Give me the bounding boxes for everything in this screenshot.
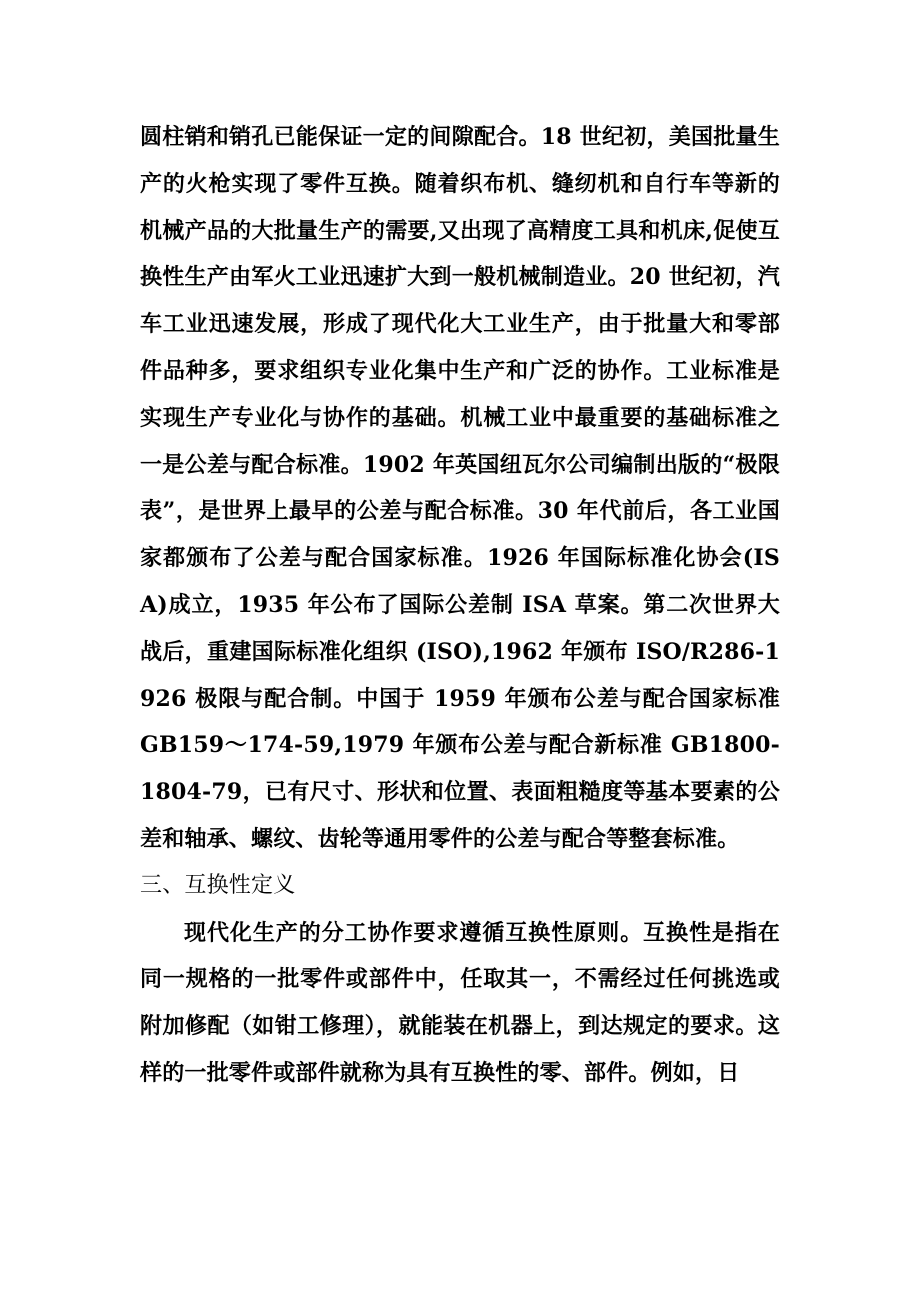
document-body <box>140 114 780 1097</box>
history-paragraph: 圆柱销和销孔已能保证一定的间隙配合。18 世纪初，美国批量生产的火枪实现了零件互换。随着织布机、缝纫机和自行车等新的机械产品的大批量生产的需要,又出现了高精度工具和机床,促使互换性生产由军火工业迅速扩大到一般机械制造业。20 世纪初，汽车工业迅速发展，形成了现代化大工业生产，由于批量大和零部件品种多，要求组织专业化集中生产和广泛的协作。工业标准是实现生产专业化与协作的基础。机械工业中最重要的基础标准之一是公差与配合标准。1902 年英国纽瓦尔公司编制出版的“极限表”，是世界上最早的公差与配合标准。30 年代前后，各工业国家都颁布了公差与配合国家标准。1926 年国际标准化协会(ISA)成立，1935 年公布了国际公差制 ISA 草案。第二次世界大战后，重建国际标准化组织 (ISO),1962 年颁布 ISO/R286-1926 极限与配合制。中国于 1959 年颁布公差与配合国家标准 GB159～174-59,1979 年颁布公差与配合新标准 GB1800-1804-79，已有尺寸、形状和位置、表面粗糙度等基本要素的公差和轴承、螺纹、齿轮等通用零件的公差与配合等整套标准。 <box>140 124 780 852</box>
section-heading: 三、互换性定义 <box>140 872 296 898</box>
definition-paragraph: 现代化生产的分工协作要求遵循互换性原则。互换性是指在同一规格的一批零件或部件中，任取其一，不需经过任何挑选或附加修配（如钳工修理），就能装在机器上，到达规定的要求。这样的一批零件或部件就称为具有互换性的零、部件。例如，日 <box>140 919 780 1086</box>
